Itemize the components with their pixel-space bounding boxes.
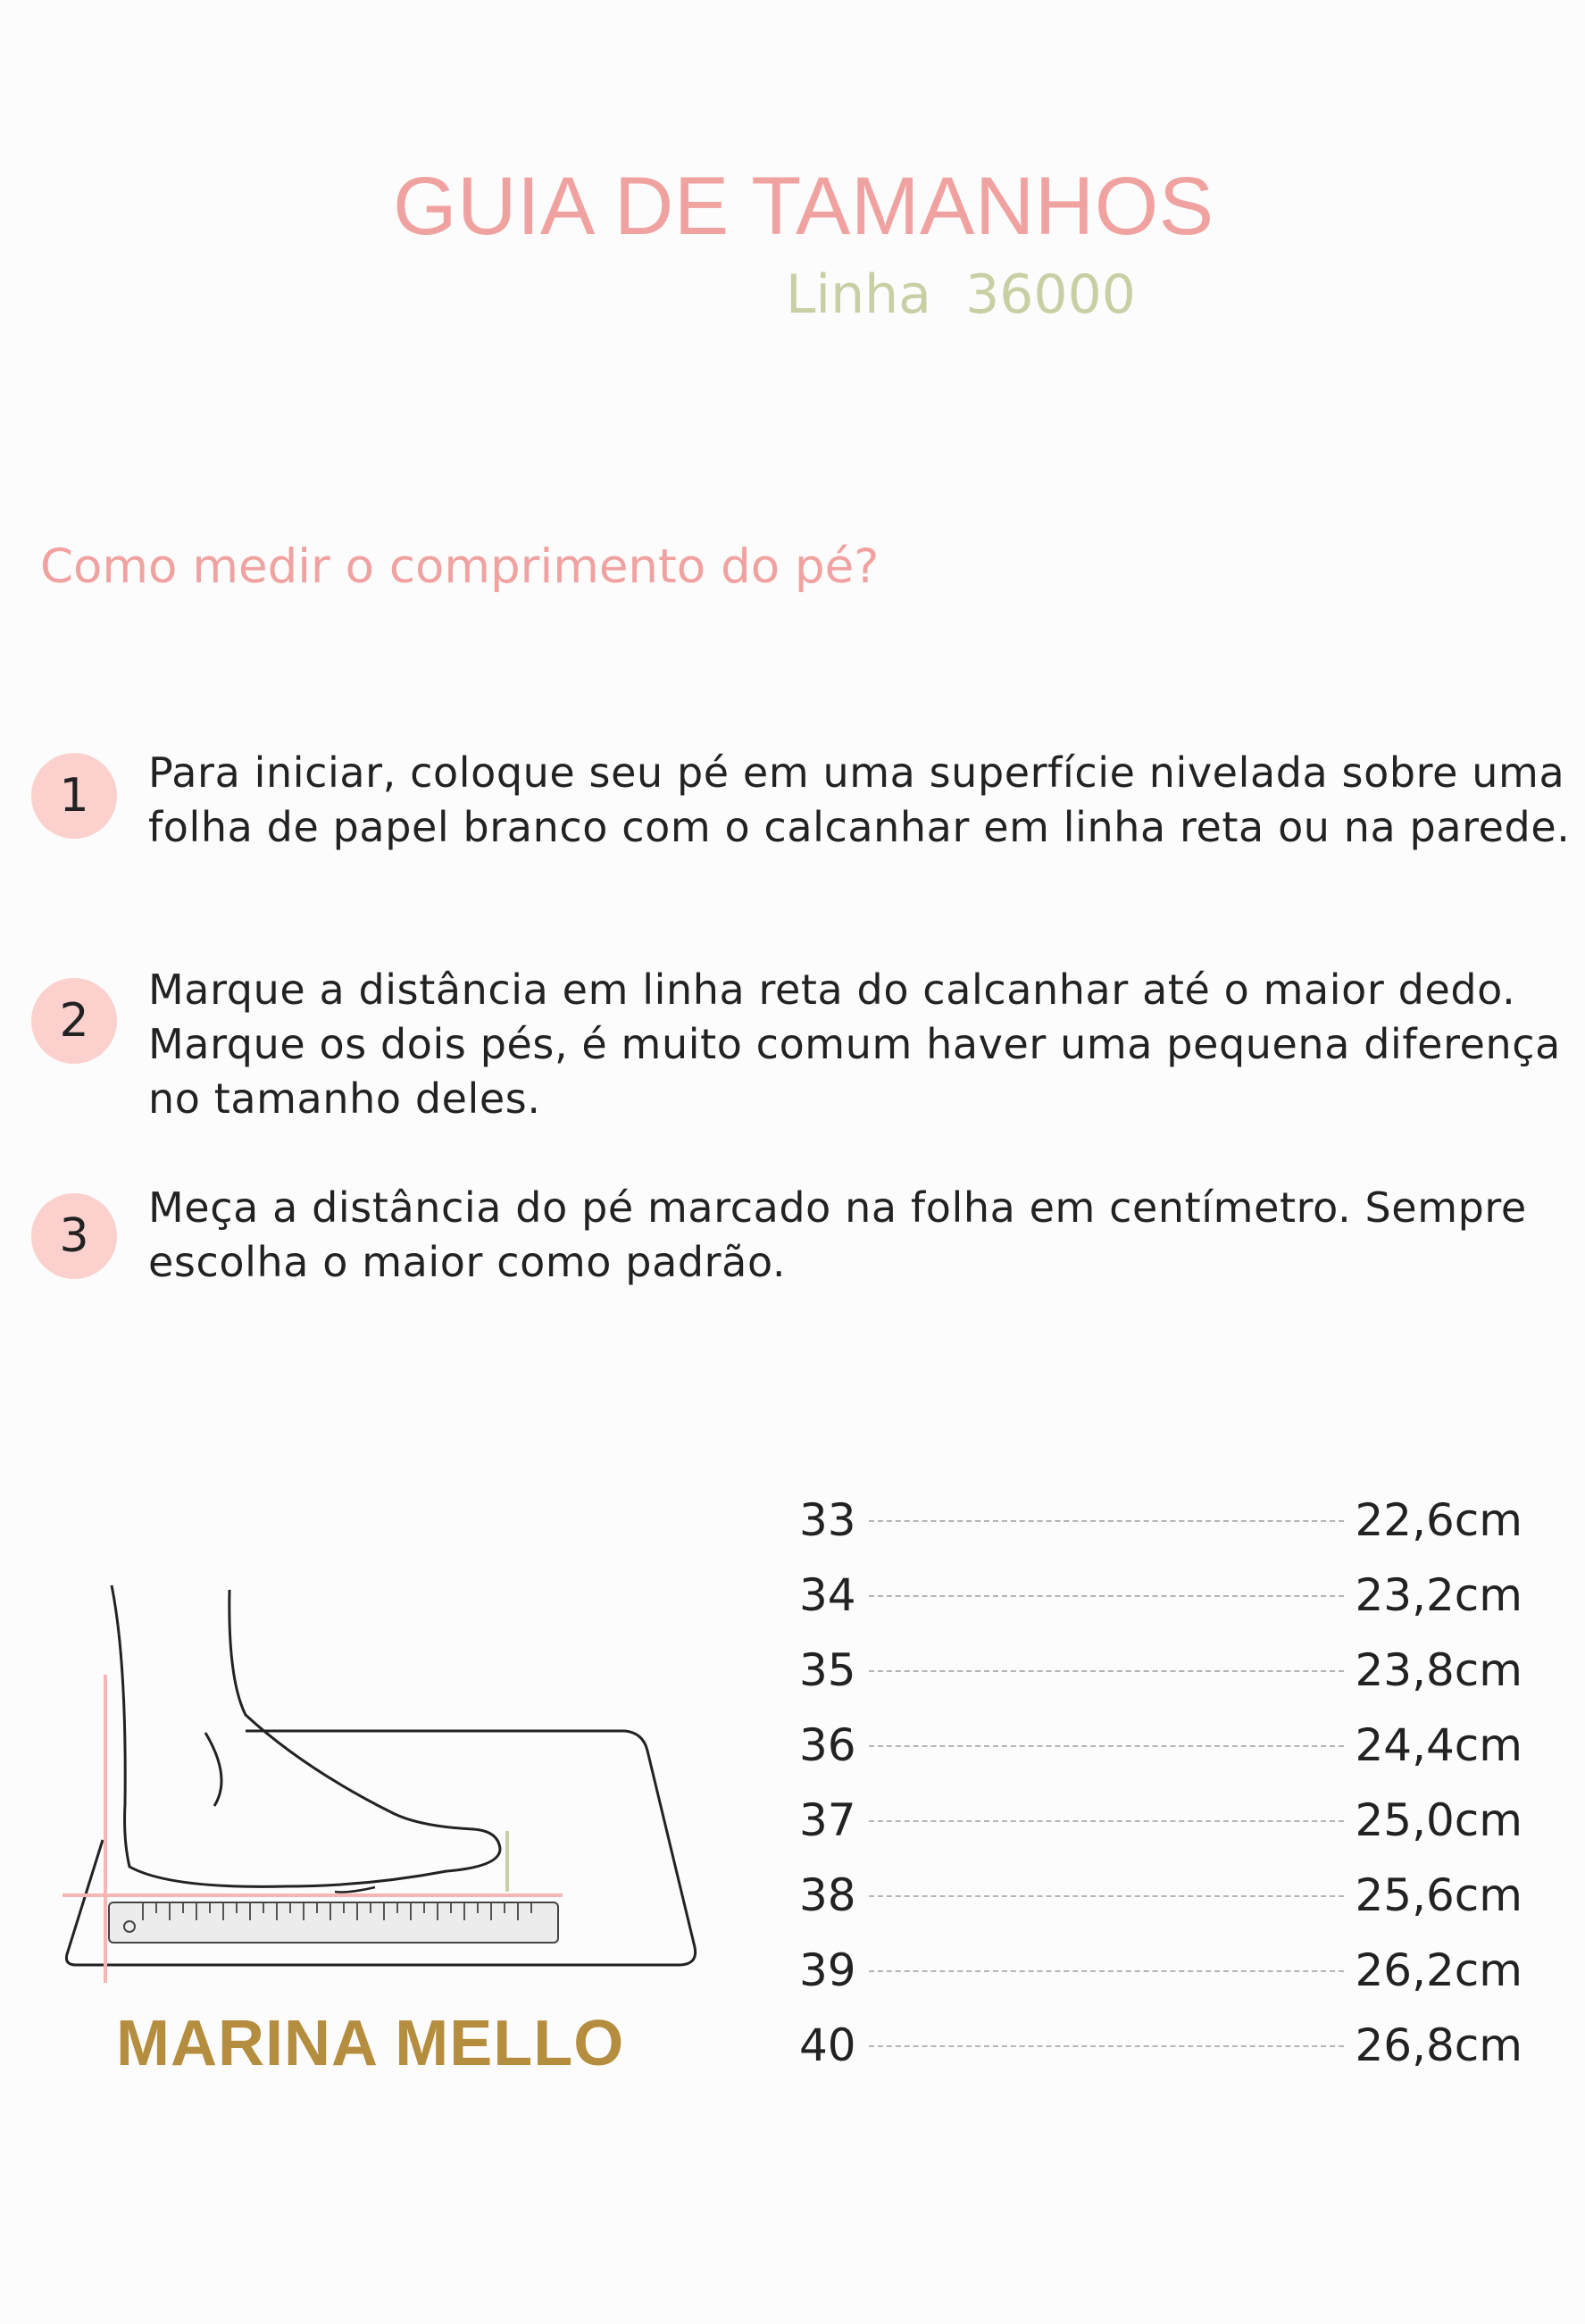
size-row [790,1483,1522,1558]
size-length: 26,2cm [1355,1944,1522,1996]
size-length: 25,6cm [1355,1869,1522,1921]
dashed-leader [869,1820,1344,1822]
size-row [790,1633,1522,1708]
dashed-leader [869,1895,1344,1897]
brand-logo: MARINA MELLO [116,2008,625,2079]
size-number: 36 [799,1719,856,1771]
dashed-leader [869,1970,1344,1972]
size-number: 38 [799,1869,856,1921]
size-length: 24,4cm [1355,1719,1522,1771]
section-question: Como medir o comprimento do pé? [40,539,880,594]
size-row [790,1558,1522,1633]
size-row [790,2008,1522,2083]
dashed-leader [869,1595,1344,1597]
size-row [790,1858,1522,1933]
step-text: Marque a distância em linha reta do calcanhar até o maior dedo. Marque os dois pés, é muito comum haver uma pequena diferença no tamanho deles. [148,966,1561,1123]
size-row [790,1783,1522,1858]
size-length: 25,0cm [1355,1794,1522,1846]
size-row [790,1708,1522,1783]
foot-measuring-icon [54,1572,714,1983]
size-number: 37 [799,1794,856,1846]
page-title: GUIA DE TAMANHOS [393,161,1214,252]
size-row [790,1933,1522,2008]
size-length: 26,8cm [1355,2019,1522,2071]
size-number: 33 [799,1494,856,1546]
step-text: Para iniciar, coloque seu pé em uma superfície nivelada sobre uma folha de papel branco com o calcanhar em linha reta ou na parede. [148,748,1571,851]
page-subtitle: Linha 36000 [786,263,1136,326]
step-text: Meça a distância do pé marcado na folha em centímetro. Sempre escolha o maior como padrão. [148,1183,1527,1286]
size-length: 23,8cm [1355,1644,1522,1696]
dashed-leader [869,1745,1344,1747]
step-number-badge: 3 [31,1193,117,1279]
dashed-leader [869,1520,1344,1522]
step-number-badge: 2 [31,978,117,1064]
step-number-badge: 1 [31,753,117,839]
size-number: 34 [799,1569,856,1621]
size-table [790,1483,1522,2083]
size-length: 22,6cm [1355,1494,1522,1546]
dashed-leader [869,1670,1344,1672]
size-number: 35 [799,1644,856,1696]
size-number: 40 [799,2019,856,2071]
size-length: 23,2cm [1355,1569,1522,1621]
size-number: 39 [799,1944,856,1996]
dashed-leader [869,2045,1344,2047]
